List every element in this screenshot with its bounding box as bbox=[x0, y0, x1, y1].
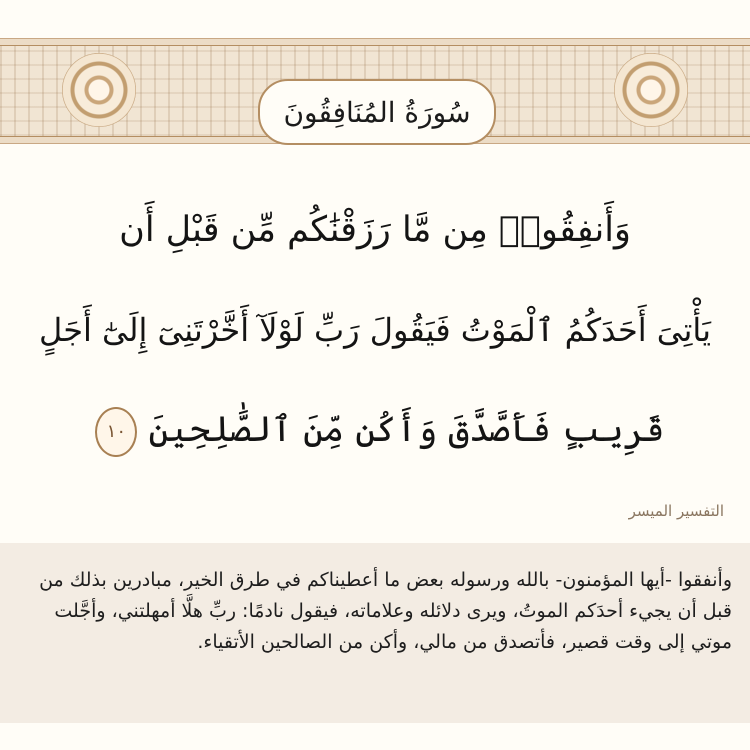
ayah-line-3 bbox=[6, 380, 744, 480]
left-rosette-ornament bbox=[62, 53, 136, 127]
ayah-number-marker: ١٠ bbox=[95, 407, 137, 457]
ayah-line-3-text: قَرِيبٍ فَأَصَّدَّقَ وَأَكُن مِّنَ ٱلصَّٰلِحِينَ bbox=[148, 410, 665, 450]
ayah-line-2: يَأْتِىَ أَحَدَكُمُ ٱلْمَوْتُ فَيَقُولَ رَبِّ لَوْلَآ أَخَّرْتَنِىٓ إِلَىٰٓ أَجَلٍ bbox=[38, 311, 712, 349]
ayah-text bbox=[6, 180, 744, 480]
surah-header-band bbox=[0, 38, 750, 144]
right-rosette-ornament bbox=[614, 53, 688, 127]
surah-title-cartouche bbox=[258, 79, 496, 145]
surah-title: سُورَةُ المُنَافِقُونَ bbox=[283, 95, 471, 129]
tafsir-label: التفسير الميسر bbox=[628, 502, 724, 520]
tafsir-box bbox=[0, 543, 750, 723]
tafsir-text: وأنفقوا -أيها المؤمنون- بالله ورسوله بعض ما أعطيناكم في طرق الخير، مبادرين بذلك من قبل أن يجيء أحدَكم الموتُ، ويرى دلائله وعلاماته، فيقول نادمًا: ربِّ هلَّا أمهلتني، وأجَّلت موتي إلى وقت قصير، فأتصدق من مالي، وأكن من الصالحين الأتقياء. bbox=[39, 569, 732, 653]
ayah-line-1: وَأَنفِقُوا۟ مِن مَّا رَزَقْنَٰكُم مِّن قَبْلِ أَن bbox=[119, 210, 631, 250]
